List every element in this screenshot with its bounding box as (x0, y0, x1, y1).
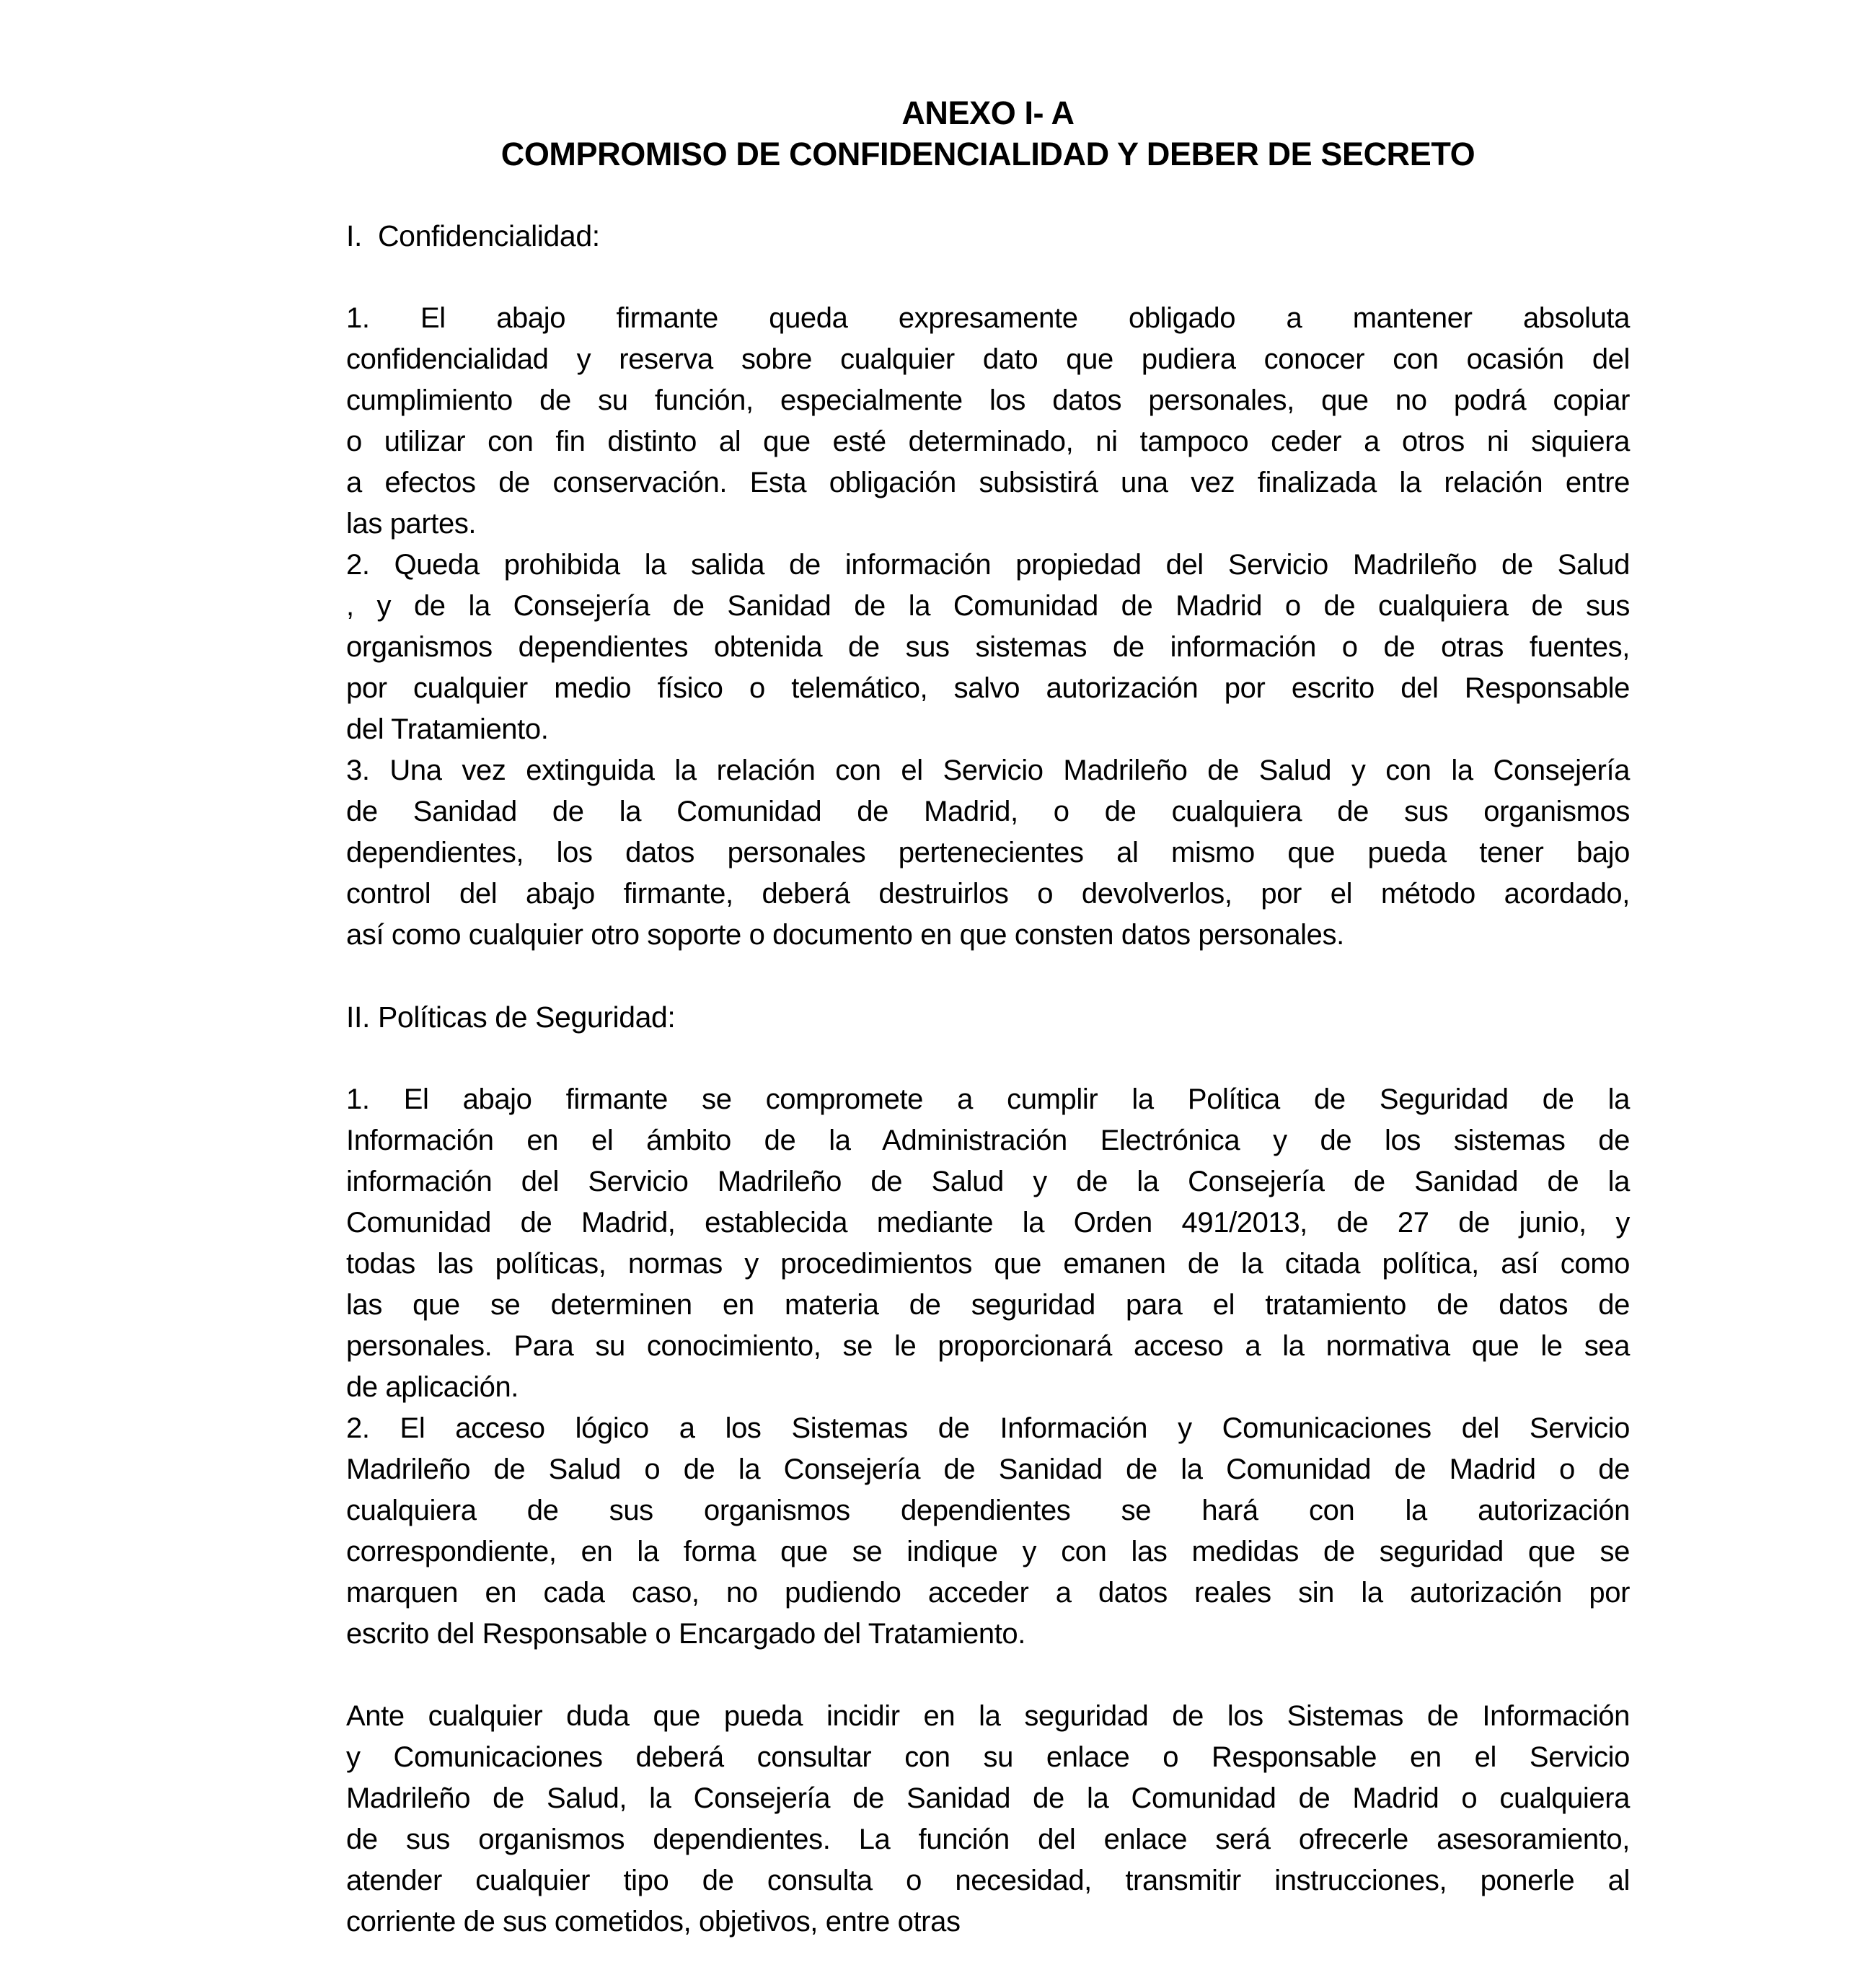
blank-line (346, 1655, 1630, 1696)
blank-line (346, 257, 1630, 298)
text-line: escrito del Responsable o Encargado del Tratamiento. (346, 1618, 1025, 1650)
text-line: información del Servicio Madrileño de Salud y de la Consejería de Sanidad de la (346, 1166, 1630, 1197)
text-line: de aplicación. (346, 1371, 519, 1403)
paragraph (346, 750, 1630, 956)
text-line: todas las políticas, normas y procedimientos que emanen de la citada política, así como (346, 1248, 1630, 1280)
text-line: y Comunicaciones deberá consultar con su enlace o Responsable en el Servicio (346, 1741, 1630, 1773)
section-heading: I. Confidencialidad: (346, 219, 600, 252)
blank-line (346, 1038, 1630, 1079)
paragraph (346, 298, 1630, 545)
text-line: así como cualquier otro soporte o documento en que consten datos personales. (346, 919, 1344, 951)
text-line: 3. Una vez extinguida la relación con el Servicio Madrileño de Salud y con la Consejería (346, 755, 1630, 786)
text-line: cumplimiento de su función, especialmente los datos personales, que no podrá copiar (346, 384, 1630, 416)
paragraph (346, 1079, 1630, 1408)
paragraph (346, 545, 1630, 750)
text-line: Ante cualquier duda que pueda incidir en la seguridad de los Sistemas de Información (346, 1700, 1630, 1732)
text-line: control del abajo firmante, deberá destruirlos o devolverlos, por el método acordado, (346, 878, 1630, 910)
blank-line (346, 956, 1630, 997)
text-line: 2. El acceso lógico a los Sistemas de Información y Comunicaciones del Servicio (346, 1412, 1630, 1444)
text-line: las partes. (346, 508, 477, 540)
text-line: de sus organismos dependientes. La función del enlace será ofrecerle asesoramiento, (346, 1824, 1630, 1855)
text-line: del Tratamiento. (346, 713, 549, 745)
paragraph (346, 1696, 1630, 1943)
text-line: dependientes, los datos personales pertenecientes al mismo que pueda tener bajo (346, 837, 1630, 868)
text-line: de Sanidad de la Comunidad de Madrid, o de cualquiera de sus organismos (346, 796, 1630, 827)
text-line: correspondiente, en la forma que se indique y con las medidas de seguridad que se (346, 1536, 1630, 1567)
text-line: a efectos de conservación. Esta obligación subsistirá una vez finalizada la relación entre (346, 467, 1630, 498)
text-line: 1. El abajo firmante queda expresamente obligado a mantener absoluta (346, 302, 1630, 334)
text-line: Información en el ámbito de la Administración Electrónica y de los sistemas de (346, 1125, 1630, 1156)
document-title (346, 92, 1630, 175)
text-line: , y de la Consejería de Sanidad de la Comunidad de Madrid o de cualquiera de sus (346, 590, 1630, 622)
text-line: confidencialidad y reserva sobre cualquier dato que pudiera conocer con ocasión del (346, 343, 1630, 375)
text-line: 1. El abajo firmante se compromete a cumplir la Política de Seguridad de la (346, 1083, 1630, 1115)
text-line: por cualquier medio físico o telemático, salvo autorización por escrito del Responsable (346, 672, 1630, 704)
text-line: corriente de sus cometidos, objetivos, entre otras (346, 1906, 961, 1938)
text-line: marquen en cada caso, no pudiendo acceder a datos reales sin la autorización por (346, 1577, 1630, 1609)
text-line: las que se determinen en materia de seguridad para el tratamiento de datos de (346, 1289, 1630, 1321)
title-line-1: ANEXO I- A (901, 94, 1075, 131)
text-line: Madrileño de Salud o de la Consejería de Sanidad de la Comunidad de Madrid o de (346, 1453, 1630, 1485)
text-line: cualquiera de sus organismos dependientes se hará con la autorización (346, 1495, 1630, 1526)
text-line: Madrileño de Salud, la Consejería de Sanidad de la Comunidad de Madrid o cualquiera (346, 1782, 1630, 1814)
title-line-2: COMPROMISO DE CONFIDENCIALIDAD Y DEBER DE SECRETO (500, 136, 1475, 172)
paragraph (346, 1408, 1630, 1655)
text-line: personales. Para su conocimiento, se le proporcionará acceso a la normativa que le sea (346, 1330, 1630, 1362)
text-line: Comunidad de Madrid, establecida mediante la Orden 491/2013, de 27 de junio, y (346, 1207, 1630, 1239)
text-line: organismos dependientes obtenida de sus sistemas de información o de otras fuentes, (346, 631, 1630, 663)
text-line: 2. Queda prohibida la salida de información propiedad del Servicio Madrileño de Salud (346, 549, 1630, 581)
text-line: o utilizar con fin distinto al que esté determinado, ni tampoco ceder a otros ni siquiera (346, 426, 1630, 457)
document-body (346, 216, 1630, 1943)
text-line: atender cualquier tipo de consulta o necesidad, transmitir instrucciones, ponerle al (346, 1865, 1630, 1896)
section-heading: II. Políticas de Seguridad: (346, 1000, 676, 1034)
